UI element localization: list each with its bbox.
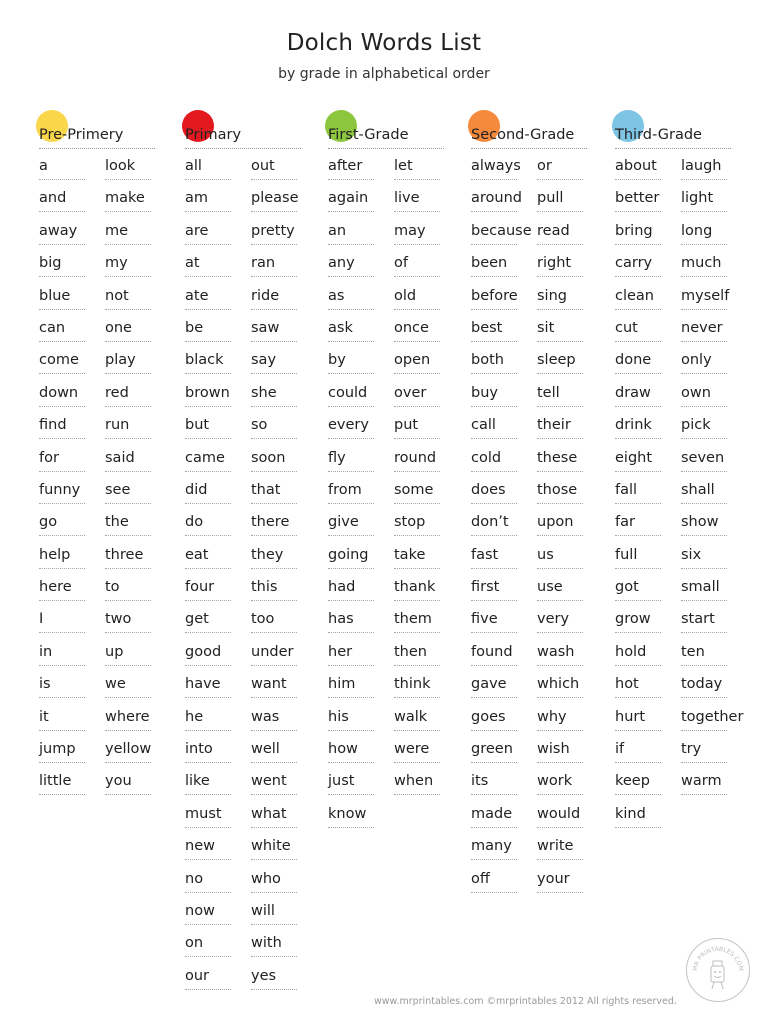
sight-word: every [328,413,390,445]
sight-word: white [251,834,313,866]
sight-word: he [185,705,247,737]
sight-word: said [105,446,167,478]
sight-word: wish [537,737,599,769]
sight-word: upon [537,510,599,542]
grade-header-rule [328,148,444,149]
sight-word: sleep [537,348,599,380]
sight-word: our [185,964,247,996]
sight-word: kind [615,802,677,834]
grade-column-1 [39,110,177,790]
sight-word: may [394,219,456,251]
sight-word: try [681,737,743,769]
sight-word: much [681,251,743,283]
sight-word: please [251,186,313,218]
sight-word: when [394,769,456,801]
sight-word: before [471,284,533,316]
sight-word: as [328,284,390,316]
sight-word: help [39,543,101,575]
sight-word: jump [39,737,101,769]
sight-word: walk [394,705,456,737]
sight-word: yes [251,964,313,996]
sight-word: have [185,672,247,704]
sight-word: better [615,186,677,218]
sight-word: going [328,543,390,575]
sight-word: did [185,478,247,510]
sight-word: be [185,316,247,348]
sight-word: fall [615,478,677,510]
sight-word: could [328,381,390,413]
sight-word: if [615,737,677,769]
sight-word: ride [251,284,313,316]
sight-word: went [251,769,313,801]
grade-name: Third-Grade [615,127,702,143]
sight-word: does [471,478,533,510]
sight-word: ran [251,251,313,283]
sight-word: after [328,154,390,186]
sight-word: I [39,607,101,639]
sight-word: for [39,446,101,478]
sight-word: get [185,607,247,639]
sight-word: there [251,510,313,542]
sight-word: blue [39,284,101,316]
sight-word: laugh [681,154,743,186]
sight-word: found [471,640,533,672]
sight-word: us [537,543,599,575]
sight-word: up [105,640,167,672]
brand-stamp-icon [686,938,750,1002]
sight-word: eat [185,543,247,575]
sight-word: those [537,478,599,510]
sight-word: hold [615,640,677,672]
sight-word: into [185,737,247,769]
sight-word: their [537,413,599,445]
grade-header-rule [39,148,155,149]
sight-word: eight [615,446,677,478]
sight-word: or [537,154,599,186]
sight-word: cut [615,316,677,348]
sight-word: write [537,834,599,866]
sight-word: right [537,251,599,283]
sight-word: don’t [471,510,533,542]
page-subtitle: by grade in alphabetical order [278,66,490,82]
sight-word: just [328,769,390,801]
sight-word: goes [471,705,533,737]
sight-word: one [105,316,167,348]
sight-word: know [328,802,390,834]
word-list-right [105,154,167,802]
sight-word: own [681,381,743,413]
sight-word: little [39,769,101,801]
sight-word: round [394,446,456,478]
word-list-right [394,154,456,802]
sight-word: three [105,543,167,575]
sight-word: today [681,672,743,704]
sight-word: not [105,284,167,316]
word-list-left [185,154,247,996]
sight-word: well [251,737,313,769]
word-list-left [615,154,677,834]
grade-header-rule [615,148,731,149]
sight-word: sing [537,284,599,316]
sight-word: we [105,672,167,704]
sight-word: funny [39,478,101,510]
sight-word: am [185,186,247,218]
sight-word: where [105,705,167,737]
sight-word: do [185,510,247,542]
sight-word: read [537,219,599,251]
grade-header-rule [185,148,301,149]
sight-word: me [105,219,167,251]
sight-word: fly [328,446,390,478]
sight-word: play [105,348,167,380]
sight-word: out [251,154,313,186]
grade-header [471,110,609,148]
word-list-right [681,154,743,802]
sight-word: go [39,510,101,542]
word-list-left [39,154,101,802]
grade-name: First-Grade [328,127,409,143]
sight-word: draw [615,381,677,413]
sight-word: done [615,348,677,380]
sight-word: use [537,575,599,607]
sight-word: carry [615,251,677,283]
sight-word: two [105,607,167,639]
sight-word: show [681,510,743,542]
grade-column-4 [471,110,609,887]
sight-word: look [105,154,167,186]
sight-word: buy [471,381,533,413]
sight-word: new [185,834,247,866]
sight-word: once [394,316,456,348]
sight-word: her [328,640,390,672]
word-list-left [328,154,390,834]
sight-word: green [471,737,533,769]
sight-word: make [105,186,167,218]
sight-word: then [394,640,456,672]
sight-word: small [681,575,743,607]
sight-word: want [251,672,313,704]
sight-word: this [251,575,313,607]
sight-word: with [251,931,313,963]
sight-word: an [328,219,390,251]
sight-word: take [394,543,456,575]
sight-word: hurt [615,705,677,737]
svg-text:MR PRINTABLES.COM [692,946,744,972]
sight-word: was [251,705,313,737]
sight-word: around [471,186,533,218]
sight-word: pick [681,413,743,445]
sight-word: they [251,543,313,575]
sight-word: many [471,834,533,866]
grade-column-3 [328,110,466,822]
sight-word: ten [681,640,743,672]
sight-word: that [251,478,313,510]
sight-word: black [185,348,247,380]
sight-word: which [537,672,599,704]
sight-word: of [394,251,456,283]
sight-word: cold [471,446,533,478]
sight-word: him [328,672,390,704]
sight-word: brown [185,381,247,413]
sight-word: from [328,478,390,510]
grade-header [328,110,466,148]
sight-word: who [251,867,313,899]
sight-word: live [394,186,456,218]
sight-word: six [681,543,743,575]
sight-word: these [537,446,599,478]
sight-word: pull [537,186,599,218]
sight-word: under [251,640,313,672]
sight-word: too [251,607,313,639]
grade-header [39,110,177,148]
sight-word: put [394,413,456,445]
sight-word: had [328,575,390,607]
sight-word: the [105,510,167,542]
sight-word: always [471,154,533,186]
grade-name: Second-Grade [471,127,575,143]
sight-word: got [615,575,677,607]
sight-word: his [328,705,390,737]
grade-column-2 [185,110,323,984]
sight-word: some [394,478,456,510]
sight-word: are [185,219,247,251]
sight-word: pretty [251,219,313,251]
sight-word: been [471,251,533,283]
sight-word: no [185,867,247,899]
sight-word: shall [681,478,743,510]
sight-word: down [39,381,101,413]
sight-word: made [471,802,533,834]
word-list-right [537,154,599,899]
sight-word: here [39,575,101,607]
sight-word: would [537,802,599,834]
sight-word: run [105,413,167,445]
sight-word: were [394,737,456,769]
word-list-left [471,154,533,899]
sight-word: like [185,769,247,801]
sight-word: open [394,348,456,380]
sight-word: off [471,867,533,899]
sight-word: and [39,186,101,218]
grade-name: Primary [185,127,242,143]
sight-word: a [39,154,101,186]
sight-word: five [471,607,533,639]
sight-word: how [328,737,390,769]
sight-word: grow [615,607,677,639]
sight-word: say [251,348,313,380]
sight-word: about [615,154,677,186]
sight-word: to [105,575,167,607]
sight-word: best [471,316,533,348]
sight-word: big [39,251,101,283]
sight-word: by [328,348,390,380]
sight-word: at [185,251,247,283]
sight-word: call [471,413,533,445]
sight-word: now [185,899,247,931]
sight-word: can [39,316,101,348]
sight-word: light [681,186,743,218]
sight-word: soon [251,446,313,478]
sight-word: came [185,446,247,478]
sight-word: old [394,284,456,316]
sight-word: give [328,510,390,542]
sight-word: you [105,769,167,801]
sight-word: far [615,510,677,542]
sight-word: thank [394,575,456,607]
sight-word: first [471,575,533,607]
grade-header [615,110,753,148]
sight-word: in [39,640,101,672]
sight-word: them [394,607,456,639]
sight-word: see [105,478,167,510]
sight-word: your [537,867,599,899]
sight-word: clean [615,284,677,316]
sight-word: why [537,705,599,737]
sight-word: gave [471,672,533,704]
sight-word: never [681,316,743,348]
sight-word: let [394,154,456,186]
sight-word: again [328,186,390,218]
sight-word: any [328,251,390,283]
sight-word: away [39,219,101,251]
sight-word: on [185,931,247,963]
sight-word: drink [615,413,677,445]
sight-word: she [251,381,313,413]
sight-word: has [328,607,390,639]
sight-word: stop [394,510,456,542]
sight-word: its [471,769,533,801]
sight-word: will [251,899,313,931]
sight-word: very [537,607,599,639]
sight-word: bring [615,219,677,251]
word-list-right [251,154,313,996]
sight-word: start [681,607,743,639]
sight-word: sit [537,316,599,348]
sight-word: saw [251,316,313,348]
sight-word: long [681,219,743,251]
sight-word: warm [681,769,743,801]
sight-word: find [39,413,101,445]
sight-word: must [185,802,247,834]
page-title: Dolch Words List [286,30,482,56]
stamp-text: MR PRINTABLES.COM [691,945,745,972]
grade-header [185,110,323,148]
sight-word: fast [471,543,533,575]
sight-word: but [185,413,247,445]
sight-word: together [681,705,743,737]
copyright-footer: www.mrprintables.com ©mrprintables 2012 All rights reserved. [374,996,677,1007]
sight-word: all [185,154,247,186]
sight-word: both [471,348,533,380]
sight-word: ask [328,316,390,348]
grade-name: Pre-Primery [39,127,124,143]
sight-word: four [185,575,247,607]
sight-word: is [39,672,101,704]
sight-word: ate [185,284,247,316]
sight-word: full [615,543,677,575]
sight-word: wash [537,640,599,672]
sight-word: because [471,219,533,251]
grade-header-rule [471,148,587,149]
sight-word: tell [537,381,599,413]
sight-word: myself [681,284,743,316]
sight-word: over [394,381,456,413]
sight-word: keep [615,769,677,801]
sight-word: only [681,348,743,380]
grade-column-5 [615,110,753,822]
sight-word: so [251,413,313,445]
sight-word: come [39,348,101,380]
sight-word: think [394,672,456,704]
sight-word: my [105,251,167,283]
sight-word: seven [681,446,743,478]
sight-word: hot [615,672,677,704]
sight-word: work [537,769,599,801]
sight-word: red [105,381,167,413]
sight-word: yellow [105,737,167,769]
sight-word: good [185,640,247,672]
sight-word: what [251,802,313,834]
sight-word: it [39,705,101,737]
